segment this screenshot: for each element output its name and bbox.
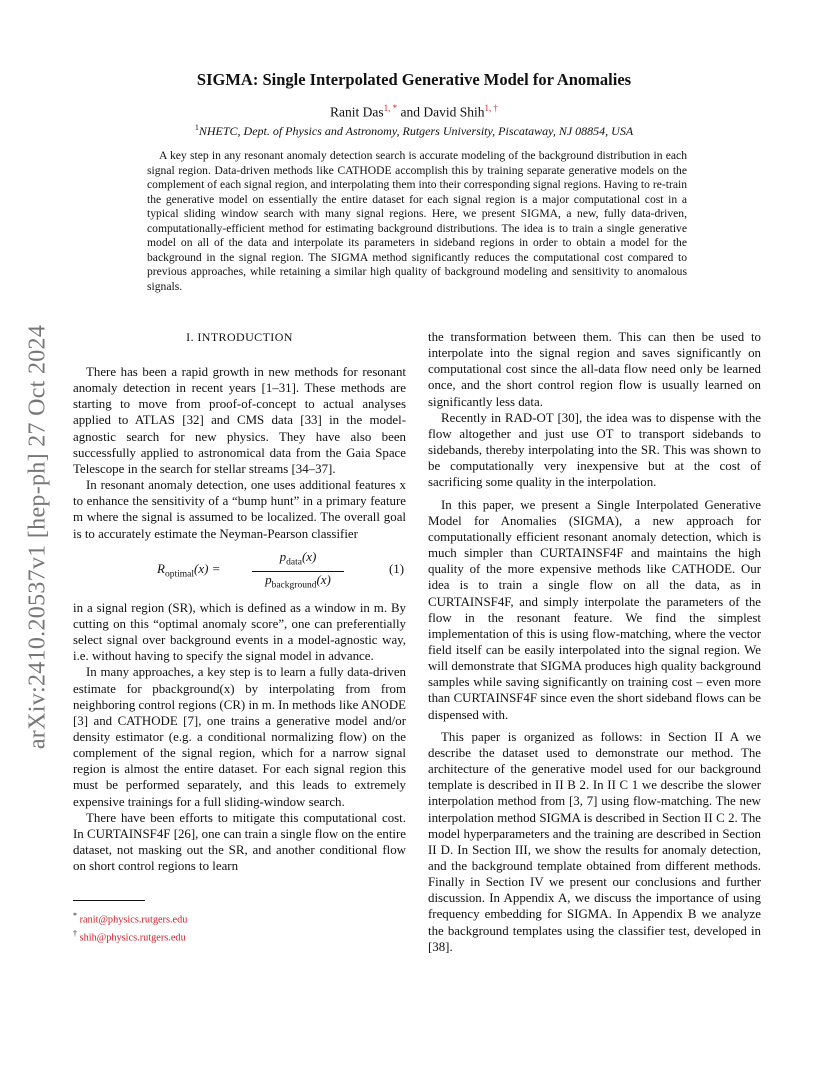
equation-number: (1) (388, 561, 404, 576)
body-paragraph: the transformation between them. This can then be used to interpolate into the signal region and saves significantly on computational cost since the all-data flow need only be learned once, and the short control region flow is usually learned on significantly less data. (428, 330, 761, 409)
equation-denominator: $p_{background}(x)$ (265, 572, 331, 592)
author-line (100, 103, 728, 121)
author-marks[interactable]: 1, † (484, 103, 498, 113)
affiliation-text: NHETC, Dept. of Physics and Astronomy, Rutgers University, Piscataway, NJ 08854, USA (198, 124, 634, 138)
affiliation-marker: 1 (194, 123, 199, 132)
email-link[interactable]: ranit@physics.rutgers.edu (79, 914, 188, 926)
author-connector: and (400, 104, 420, 120)
equation-numerator: $p_{data}(x)$ (252, 549, 344, 573)
equation-lhs: $R_{optimal}(x)$ = (157, 560, 221, 580)
body-paragraph: In resonant anomaly detection, one uses additional features x to enhance the sensitivity of a “bump hunt” in a primary feature m where the signal is assumed to be localized. The overall goal is to accurately estimate the Neyman-Pearson classifier (73, 478, 406, 541)
equation-block (73, 542, 406, 600)
body-paragraph: There have been efforts to mitigate this computational cost. In CURTAINSF4F [26], one can train a single flow on the entire dataset, not masking out the SR, and another conditional flow on short control regions to learn (73, 810, 406, 874)
affiliation (100, 123, 728, 139)
abstract: A key step in any resonant anomaly detection search is accurate modeling of the background distribution in each signal region. Data-driven methods like CATHODE accomplish this by training separate generative models on the complement of each signal region, and interpolating them into their corresponding signal regions. Having to re-train the generative model on essentially the entire dataset for each signal region is a major computational cost in a typical sliding window search with many signal regions. Here, we present SIGMA, a new, fully data-driven, computationally-efficient method for estimating background distributions. The idea is to train a single generative model on all of the data and interpolate its parameters in sideband regions in order to obtain a model for the background in the signal region. The SIGMA method significantly reduces the computational cost compared to previous approaches, while retaining a similar high quality of background modeling and sensitivity to anomalous signals. (147, 149, 687, 293)
paper-title: SIGMA: Single Interpolated Generative Model for Anomalies (196, 70, 632, 89)
author-marks[interactable]: 1, * (383, 103, 398, 113)
author-name: Ranit Das (329, 104, 384, 120)
body-paragraph: In this paper, we present a Single Interpolated Generative Model for Anomalies (SIGMA), a new approach for computationally efficient resonant anomaly detection, which is much simpler than CURTAINSF4F and maintains the high quality of the more expensive methods like CATHODE. Our idea is to train a single flow on all the data, as in CURTAINSF4F, and simply interpolate the parameters of the flow in the resonant feature. We find the simplest implementation of this is using flow-matching, where the vector field itself can be easily interpolated into the signal region. We will demonstrate that SIGMA produces high quality background samples while saving significantly on training cost – even more than CURTAINSF4F since even the short sideband flows can be dispensed with. (428, 497, 761, 722)
equation-fraction (252, 549, 344, 595)
body-paragraph: In many approaches, a key step is to learn a fully data-driven estimate for pbackground(x) by interpolating from from neighboring control regions (CR) in m. In methods like ANODE [3] and CATHODE [7], one trains a generative model and/or density estimator (e.g. a conditional normalizing flow) on the complement of the signal region, which for a narrow signal region is almost the entire dataset. For each signal region this must be performed separately, and this leads to extremely expensive trainings for a full sliding-window search. (73, 665, 406, 809)
footnote[interactable]: † shih@physics.rutgers.edu (73, 928, 186, 944)
body-paragraph: This paper is organized as follows: in Section II A we describe the dataset used to demonstrate our method. The architecture of the generative model used for our background template is described in II B 2. In II C 1 we describe the slower interpolation method from [3, 7] using flow-matching. The new interpolation method SIGMA is described in Section II C 2. The model hyperparameters and the training are described in Section II D. In Section III, we show the results for anomaly detection, and the background template obtained from different methods. Finally in Section IV we present our conclusions and further discussion. In Appendix A, we discuss the importance of using frequency embedding for SIGMA. In Appendix B we analyze the background templates using the classifier test, developed in [38]. (428, 729, 761, 954)
body-paragraph: There has been a rapid growth in new methods for resonant anomaly detection in recent years [1–31]. These methods are starting to move from proof-of-concept to actual analyses applied to ATLAS [32] and CMS data [33] in the model-agnostic search for new physics. They have also been successfully applied to astronomical data from the Gaia Space Telescope in the search for stellar streams [34–37]. (73, 365, 406, 476)
body-paragraph: Recently in RAD-OT [30], the idea was to dispense with the flow altogether and just use OT to transport sidebands to sidebands, thereby interpolating into the SR. This was shown to be computationally very inexpensive but at the cost of sacrificing some quality in the interpolation. (428, 410, 761, 490)
footnote[interactable]: * ranit@physics.rutgers.edu (73, 911, 188, 926)
right-column (428, 329, 761, 955)
section-heading: I. INTRODUCTION (186, 330, 293, 344)
footnote-rule (73, 900, 145, 901)
author-name: David Shih (423, 104, 485, 120)
arxiv-identifier-stamp (20, 272, 56, 802)
body-paragraph: in a signal region (SR), which is defined as a window in m. By cutting on this “optimal anomaly score”, one can preferentially select signal over background events in a model-agnostic way, i.e. without having to specify the signal model in advance. (73, 600, 406, 664)
left-column (73, 329, 406, 944)
arxiv-identifier-text: arXiv:2410.20537v1 [hep-ph] 27 Oct 2024 (24, 324, 51, 750)
email-link[interactable]: shih@physics.rutgers.edu (79, 932, 186, 944)
